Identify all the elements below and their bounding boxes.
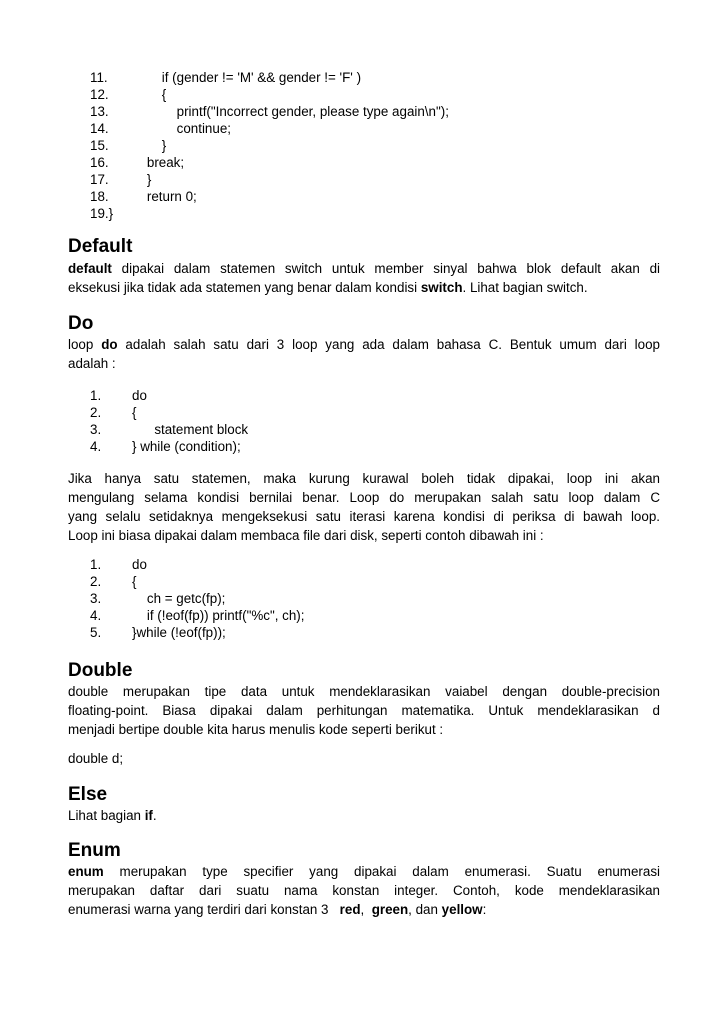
code-line: 13. printf("Incorrect gender, please type again\n");: [90, 104, 449, 119]
code-line: 4. if (!eof(fp)) printf("%c", ch);: [90, 608, 305, 623]
code-line: 2. {: [90, 405, 137, 420]
do-paragraph-1: loop do adalah salah satu dari 3 loop yang ada dalam bahasa C. Bentuk umum dari loop adalah :: [68, 337, 660, 371]
code-line: 1. do: [90, 557, 147, 572]
code-line: 18. return 0;: [90, 189, 197, 204]
code-line: 15. }: [90, 138, 167, 153]
code-line: 3. ch = getc(fp);: [90, 591, 226, 606]
code-line: 19.}: [90, 206, 114, 221]
code-line: 3. statement block: [90, 422, 249, 437]
code-line: 16. break;: [90, 155, 185, 170]
code-line: 17. }: [90, 172, 152, 187]
section-heading-do: Do: [68, 313, 94, 334]
section-heading-double: Double: [68, 660, 133, 681]
section-heading-enum: Enum: [68, 840, 121, 861]
do-paragraph-2: Jika hanya satu statemen, maka kurung kurawal boleh tidak dipakai, loop ini akan mengulang selama kondisi bernilai benar. Loop do merupakan salah satu loop dalam C yang selalu setidaknya mengeksekusi satu iterasi karena kondisi di periksa di bawah loop. Loop ini biasa dipakai dalam membaca file dari disk, seperti contoh dibawah ini :: [68, 471, 660, 543]
code-line: 5. }while (!eof(fp));: [90, 625, 226, 640]
code-line: 2. {: [90, 574, 137, 589]
section-heading-else: Else: [68, 784, 108, 805]
enum-paragraph: enum merupakan type specifier yang dipakai dalam enumerasi. Suatu enumerasi merupakan daftar dari suatu nama konstan integer. Contoh, kode mendeklarasikan enumerasi warna yang terdiri dari konstan 3 red, green, dan yellow:: [68, 864, 660, 917]
default-paragraph: default dipakai dalam statemen switch untuk member sinyal bahwa blok default akan di eksekusi jika tidak ada statemen yang benar dalam kondisi switch. Lihat bagian switch.: [68, 261, 660, 295]
code-line: 1. do: [90, 388, 147, 403]
double-paragraph: double merupakan tipe data untuk mendeklarasikan vaiabel dengan double-precision floating-point. Biasa dipakai dalam perhitungan matematika. Untuk mendeklarasikan d menjadi bertipe double kita harus menulis kode seperti berikut :: [68, 684, 660, 737]
double-code: double d;: [68, 751, 124, 766]
code-line: 11. if (gender != 'M' && gender != 'F' ): [90, 70, 362, 85]
section-heading-default: Default: [68, 236, 133, 257]
code-line: 14. continue;: [90, 121, 231, 136]
code-line: 12. {: [90, 87, 167, 102]
else-paragraph: Lihat bagian if.: [68, 808, 157, 823]
code-line: 4. } while (condition);: [90, 439, 241, 454]
